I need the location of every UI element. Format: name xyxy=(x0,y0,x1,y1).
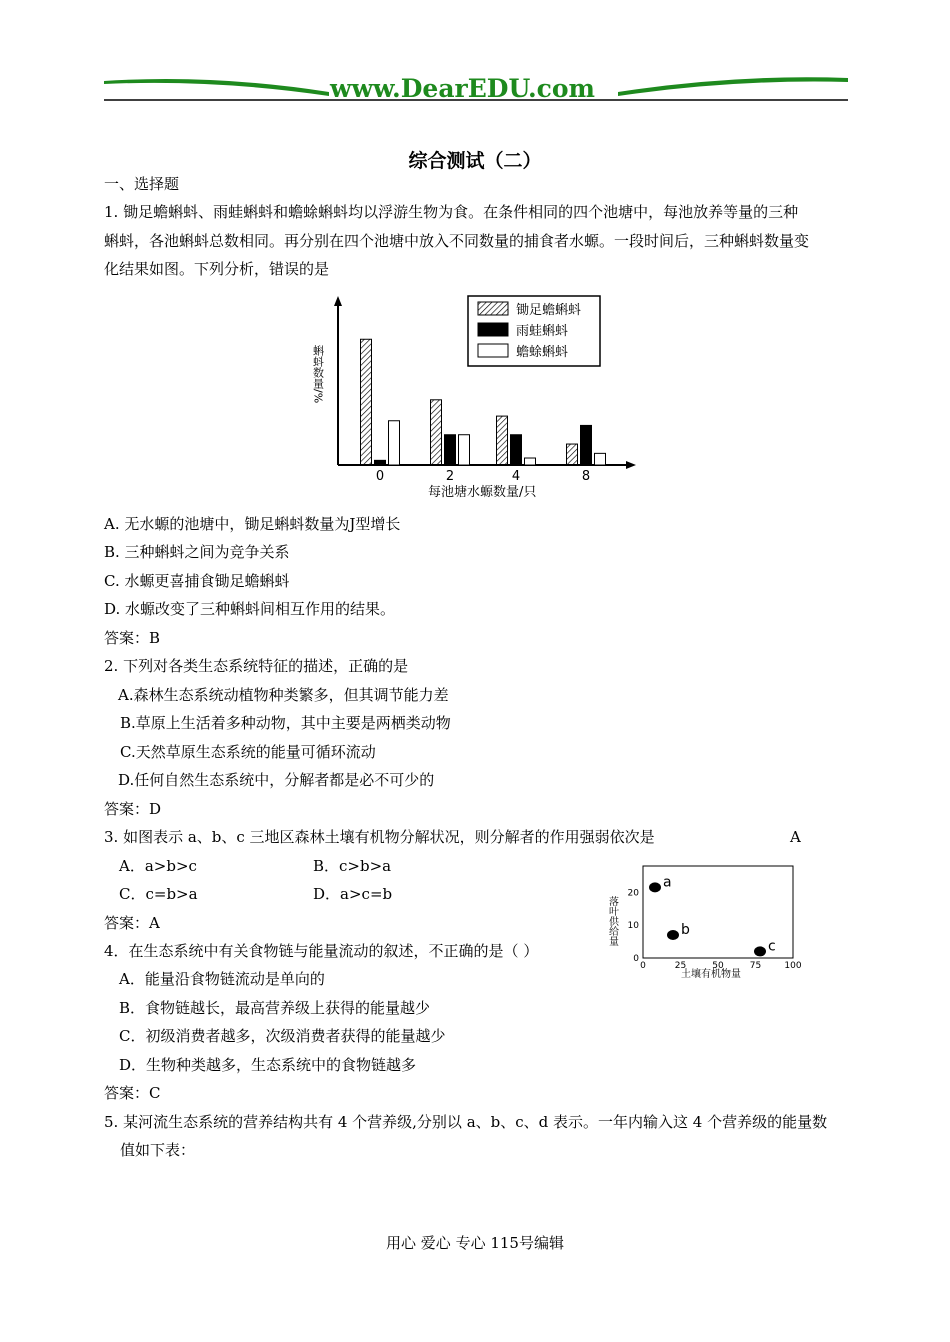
legend-label: 蟾蜍蝌蚪 xyxy=(516,345,569,360)
x-axis-label: 每池塘水螈数量/只 xyxy=(428,485,537,500)
q2-option: A.森林生态系统动植物种类繁多，但其调节能力差 xyxy=(118,686,449,704)
q2-answer: 答案：D xyxy=(104,800,162,818)
x-tick-label: 50 xyxy=(712,961,724,971)
page-footer: 用心 爱心 专心 115号编辑 xyxy=(386,1234,564,1252)
q4-option: B．食物链越长，最高营养级上获得的能量越少 xyxy=(119,999,431,1017)
legend-label: 锄足蟾蝌蚪 xyxy=(516,303,582,318)
q1-option: A. 无水螈的池塘中，锄足蝌蚪数量为J型增长 xyxy=(104,515,401,533)
q3-option: D．a>c=b xyxy=(313,885,393,903)
bar xyxy=(595,453,606,465)
q3-option: B．c>b>a xyxy=(313,857,392,875)
q1-bar-chart xyxy=(300,290,645,505)
y-axis-arrow-icon xyxy=(334,296,342,306)
bar xyxy=(567,444,578,465)
point-label: c xyxy=(768,938,776,955)
q1-stem-line: 1. 锄足蟾蝌蚪、雨蛙蝌蚪和蟾蜍蝌蚪均以浮游生物为食。在条件相同的四个池塘中，每池放养等量的三种 xyxy=(104,203,799,221)
legend-label: 雨蛙蝌蚪 xyxy=(516,324,569,339)
q4-option: D．生物种类越多，生态系统中的食物链越多 xyxy=(119,1056,417,1074)
legend-swatch-black xyxy=(478,323,508,336)
bar xyxy=(375,460,386,465)
q4-option: C．初级消费者越多，次级消费者获得的能量越少 xyxy=(119,1027,446,1045)
bar xyxy=(361,339,372,465)
q3-stem-answer: A xyxy=(790,828,801,846)
y-tick-label: 0 xyxy=(633,954,639,964)
bar xyxy=(389,421,400,465)
q3-option: C．c=b>a xyxy=(119,885,198,903)
x-axis-label: 土壤有机物量 xyxy=(681,969,741,980)
x-tick-label: 0 xyxy=(640,961,646,971)
page-title: 综合测试（二） xyxy=(408,150,542,172)
q5-stem-line: 5. 某河流生态系统的营养结构共有 4 个营养级,分别以 a、b、c、d 表示。一年内输入这 4 个营养级的能量数 xyxy=(104,1113,828,1131)
q5-stem-line: 值如下表： xyxy=(120,1141,196,1159)
bar xyxy=(459,435,470,465)
x-tick-label: 4 xyxy=(511,469,521,484)
q2-option: B.草原上生活着多种动物，其中主要是两栖类动物 xyxy=(120,714,451,732)
q4-option: A．能量沿食物链流动是单向的 xyxy=(119,970,325,988)
q2-option: C.天然草原生态系统的能量可循环流动 xyxy=(120,743,376,761)
bar xyxy=(497,416,508,465)
data-point xyxy=(649,882,661,892)
q4-answer: 答案：C xyxy=(104,1084,161,1102)
q3-stem: 3. 如图表示 a、b、c 三地区森林土壤有机物分解状况，则分解者的作用强弱依次是 xyxy=(104,828,655,846)
point-label: b xyxy=(681,922,690,938)
data-point xyxy=(754,946,766,956)
bar xyxy=(445,435,456,465)
y-tick-label: 10 xyxy=(627,921,639,932)
x-tick-label: 2 xyxy=(445,469,455,484)
bar xyxy=(431,400,442,465)
q3-answer: 答案：A xyxy=(104,914,160,932)
section-heading: 一、选择题 xyxy=(104,175,180,193)
bar xyxy=(525,458,536,465)
data-point xyxy=(667,930,679,940)
q3-scatter-chart xyxy=(606,858,806,983)
q3-option: A．a>b>c xyxy=(119,857,197,875)
x-tick-label: 100 xyxy=(784,961,802,971)
q1-option: C. 水螈更喜捕食锄足蟾蝌蚪 xyxy=(104,572,290,590)
x-tick-label: 25 xyxy=(674,961,687,971)
x-tick-label: 0 xyxy=(375,469,385,484)
y-tick-label: 20 xyxy=(627,888,639,899)
bar xyxy=(511,435,522,465)
q2-stem: 2. 下列对各类生态系统特征的描述，正确的是 xyxy=(104,657,409,675)
legend-swatch-hatched xyxy=(478,302,508,315)
q1-option: B. 三种蝌蚪之间为竞争关系 xyxy=(104,543,290,561)
q2-option: D.任何自然生态系统中，分解者都是必不可少的 xyxy=(118,771,435,789)
x-tick-label: 8 xyxy=(581,469,591,484)
y-axis-label: 落叶供给量 xyxy=(606,896,618,946)
x-axis-arrow-icon xyxy=(626,461,636,469)
q1-stem-line: 化结果如图。下列分析，错误的是 xyxy=(104,260,330,278)
x-tick-label: 75 xyxy=(749,961,762,971)
logo-text: www.DearEDU.com xyxy=(330,74,596,103)
legend-swatch-white xyxy=(478,344,508,357)
q4-stem: 4．在生态系统中有关食物链与能量流动的叙述，不正确的是（ ） xyxy=(104,942,539,960)
point-label: a xyxy=(663,874,672,891)
q1-stem-line: 蝌蚪，各池蝌蚪总数相同。再分别在四个池塘中放入不同数量的捕食者水螈。一段时间后，三种蝌蚪数量变 xyxy=(104,232,810,250)
bar xyxy=(581,425,592,465)
y-axis-label: 蝌蚪数量/% xyxy=(311,345,325,404)
q1-option: D. 水螈改变了三种蝌蚪间相互作用的结果。 xyxy=(104,600,396,618)
q1-answer: 答案：B xyxy=(104,629,161,647)
